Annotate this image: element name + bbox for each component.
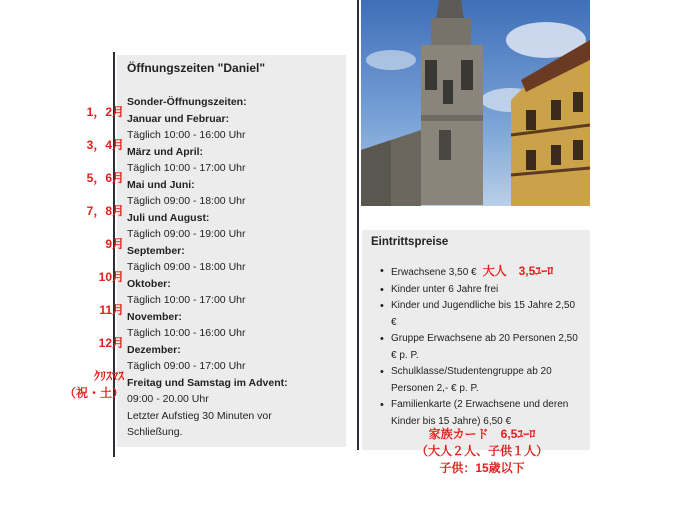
opening-hours-title: Öffnungszeiten "Daniel"	[127, 61, 266, 75]
last-entry-note: Letzter Aufstieg 30 Minuten vor	[127, 409, 272, 422]
period-label: September:	[127, 244, 185, 257]
last-entry-note-2: Schließung.	[127, 426, 183, 438]
price-item: • Familienkarte (2 Erwachsene und deren Kinder bis 15 Jahre) 6,50 €	[380, 397, 580, 430]
japanese-month-notes	[58, 104, 124, 401]
special-hours-heading: Sonder-Öffnungszeiten:	[127, 96, 247, 108]
month-note: 10月	[98, 270, 124, 284]
period-time: Täglich 10:00 - 16:00 Uhr	[127, 327, 246, 339]
month-note: 3，4月	[86, 138, 124, 152]
admission-prices-title: Eintrittspreise	[371, 236, 449, 248]
child-age-note: 子供：15歳以下	[439, 461, 525, 475]
period-time: Täglich 09:00 - 19:00 Uhr	[127, 228, 246, 240]
price-item	[380, 263, 580, 282]
period-label: Oktober:	[127, 277, 171, 290]
period-time: Täglich 09:00 - 18:00 Uhr	[127, 261, 246, 273]
price-note-adult: 大人 3,5ﾕｰﾛ	[482, 264, 554, 278]
period-label: Freitag und Samstag im Advent:	[127, 376, 288, 389]
opening-hours-content	[127, 61, 288, 441]
family-card-composition-note: （大人２人、子供１人）	[415, 444, 548, 458]
month-note: 11月	[99, 303, 124, 317]
period-label: März und April:	[127, 145, 204, 158]
period-time: Täglich 10:00 - 17:00 Uhr	[127, 294, 246, 306]
period-time: Täglich 10:00 - 17:00 Uhr	[127, 162, 246, 174]
period-time: Täglich 09:00 - 17:00 Uhr	[127, 360, 246, 372]
month-note: 5，6月	[86, 171, 124, 185]
month-note: 9月	[105, 237, 124, 251]
price-item-text: Erwachsene 3,50 €	[391, 267, 477, 278]
month-note: 1，2月	[86, 105, 124, 119]
price-list	[380, 263, 580, 430]
month-note: 12月	[98, 336, 124, 350]
church-tower-photo	[361, 0, 590, 206]
period-label: Januar und Februar:	[127, 112, 230, 125]
price-item: • Schulklasse/Studentengruppe ab 20 Personen 2,- € p. P.	[380, 364, 580, 397]
period-time: 09:00 - 20.00 Uhr	[127, 393, 209, 405]
period-time: Täglich 10:00 - 16:00 Uhr	[127, 129, 246, 141]
price-item: • Kinder unter 6 Jahre frei	[380, 282, 580, 299]
price-item: • Kinder und Jugendliche bis 15 Jahre 2,50 €	[380, 298, 580, 331]
period-label: Mai und Juni:	[127, 178, 195, 191]
month-note-holiday: （祝・土）	[63, 385, 124, 400]
period-label: Juli und August:	[127, 211, 210, 224]
right-divider-line	[357, 0, 359, 450]
period-time: Täglich 09:00 - 18:00 Uhr	[127, 195, 246, 207]
month-note: ｸﾘｽﾏｽ	[93, 369, 124, 383]
family-card-notes	[392, 426, 572, 477]
family-card-note: 家族カード 6,5ﾕｰﾛ	[428, 427, 536, 441]
period-label: Dezember:	[127, 343, 181, 356]
month-note: 7，8月	[86, 204, 124, 218]
period-label: November:	[127, 310, 182, 323]
price-item: • Gruppe Erwachsene ab 20 Personen 2,50 € p. P.	[380, 331, 580, 364]
